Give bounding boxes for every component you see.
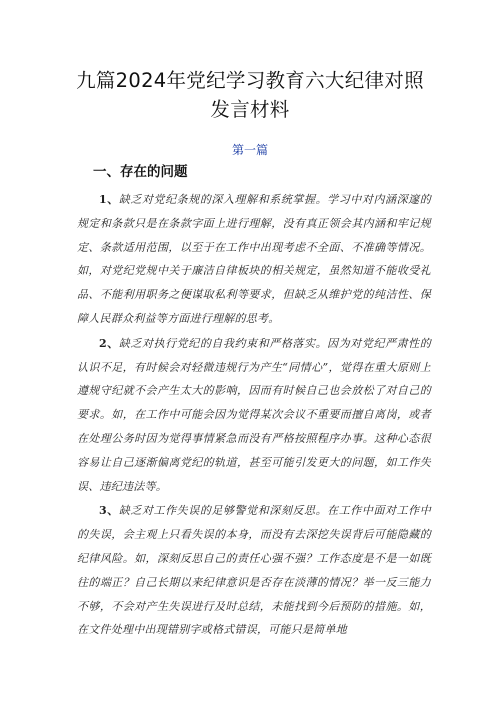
paragraph-text: 缺乏对工作失误的足够警觉和深刻反思。在工作中面对工作中的失误，会主观上只看失误的本身，而没有去深挖失误背后可能隐藏的纪律风险。如，深刻反思自己的责任心强不强？工作态度是不是一如既往的端正？自己长期以来纪律意识是否存在淡薄的情况？举一反三能力不够，不会对产生失误进行及时总结，未能找到今后预防的措施。如，在文件处理中出现错别字或格式错误，可能只是简单地 — [77, 504, 432, 637]
document-body — [77, 188, 431, 643]
paragraph-3 — [77, 499, 431, 642]
paragraph-1 — [77, 188, 431, 331]
paragraph-number: 1、 — [99, 193, 119, 206]
document-title: 九篇2024年党纪学习教育六大纪律对照发言材料 — [76, 69, 424, 121]
paragraph-number: 2、 — [99, 336, 119, 350]
paragraph-2 — [77, 332, 431, 499]
section-title: 第一篇 — [231, 143, 268, 157]
paragraph-text: 缺乏对执行党纪的自我约束和严格落实。因为对党纪严肃性的认识不足，有时候会对轻微违规行为产生“同情心”，觉得在重大原则上遵规守纪就不会产生太大的影响，因而有时候自己也会放松了对自己的要求。如，在工作中可能会因为觉得某次会议不重要而擅自离岗，或者在处理公务时因为觉得事情紧急而没有严格按照程序办事。这种心态很容易让自己逐渐偏离党纪的轨道，甚至可能引发更大的问题，如工作失误、违纪违法等。 — [77, 336, 432, 493]
paragraph-text: 缺乏对党纪条规的深入理解和系统掌握。学习中对内涵深邃的规定和条款只是在条款字面上进行理解，没有真正领会其内涵和牢记规定、条款适用范围，以至于在工作中出现考虑不全面、不准确等情况。如，对党纪党规中关于廉洁自律板块的相关规定，虽然知道不能收受礼品、不能利用职务之便谋取私利等要求，但缺乏从维护党的纯洁性、保障人民群众利益等方面进行理解的思考。 — [77, 193, 432, 325]
section-heading: 一、存在的问题 — [93, 164, 188, 180]
paragraph-number: 3、 — [99, 504, 119, 518]
